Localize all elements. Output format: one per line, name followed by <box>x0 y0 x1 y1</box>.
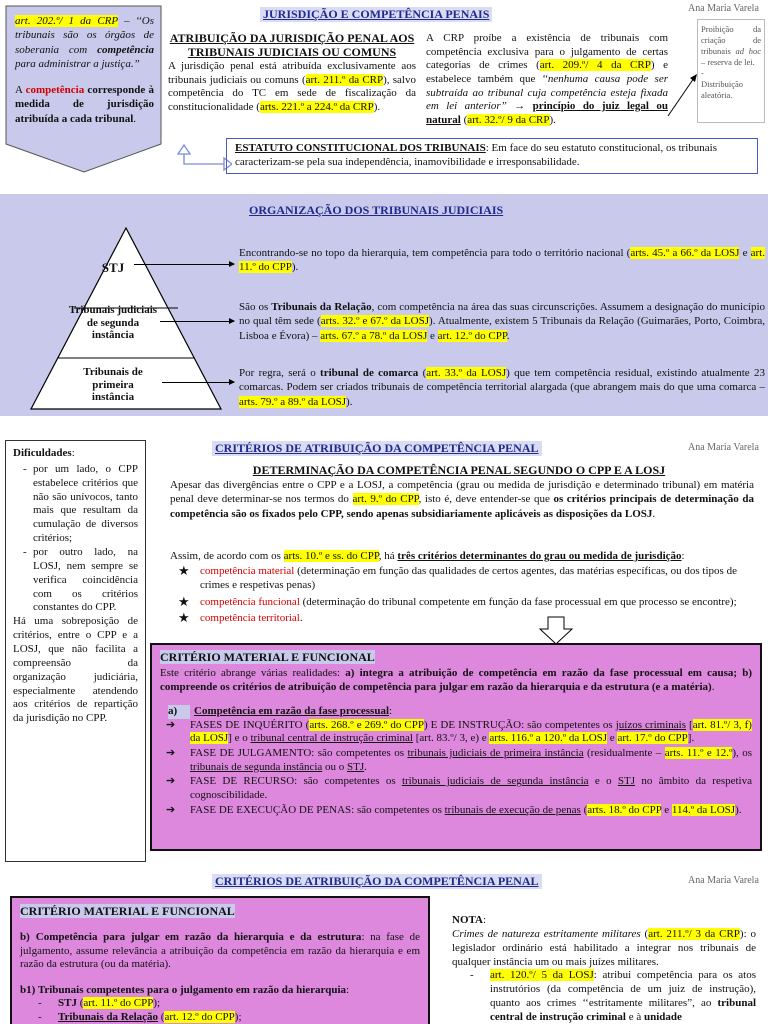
nota-block: NOTA: Crimes de natureza estritamente militares (art. 211.º/ 3 da CRP): o legislador ordinário está habilitado a integrar nos tribunais de qualquer instância um ou mais juízes militares. - art. 120.º/ 5 da LOSJ: atribui competência para os atos instrutórios (da competência de um juiz de instrução), quanto aos crimes ‘‘estritamente militares”, ao tribunal central de instrução criminal e à unidade <box>452 914 757 1024</box>
slide-criteria-continued <box>0 866 768 1024</box>
list-item: - art. 120.º/ 5 da LOSJ: atribui competência para os atos instrutórios (da competência de um juiz de instrução), quanto aos crimes ‘‘estritamente militares”, ao tribunal central de instrução criminal e à unidade <box>470 969 757 1024</box>
determination-text: Apesar das divergências entre o CPP e a LOSJ, a competência (grau ou medida de jurisdição e determinado tribunal) em matéria penal deve determinar-se nos termos do art. 9.º do CPP, isto é, deve entender-se que os critérios principais de determinação da competência são os fixados pelo CPP, sendo apenas subsidiariamente aplicáveis as disposições da LOSJ. <box>170 479 754 520</box>
determination-heading: DETERMINAÇÃO DA COMPETÊNCIA PENAL SEGUNDO O CPP E A LOSJ <box>252 463 666 477</box>
list-item: ★ competência material (determinação em função das qualidades de certos agentes, das matérias específicas, ou dos tipos de crimes e respetivas penas) <box>178 563 737 592</box>
comarca-description: Por regra, será o tribunal de comarca (art. 33.º da LOSJ) que tem competência residual, existindo atualmente 23 comarcas. Podem ser criados tribunais de competência territorial alargada (que abrangem mais do que uma comarca – arts. 79.º a 89.º da LOSJ). <box>239 367 765 408</box>
slide-title: CRITÉRIOS DE ATRIBUIÇÃO DA COMPETÊNCIA PENAL <box>212 441 542 456</box>
down-arrow-icon <box>538 616 574 646</box>
hierarchy-list <box>20 997 420 1024</box>
arrow-right-icon: ➔ <box>166 775 176 788</box>
criterion-intro: Este critério abrange várias realidades: a) integra a atribuição de competência em razão da fase processual em causa; b) compreende os critérios de atribuição de competência para julgar em razão da hierarquia e da estrutura (e a matéria). <box>160 666 752 693</box>
list-item: - por outro lado, na LOSJ, nem sempre se verifica coincidência com os critérios constantes do CPP. <box>23 546 138 614</box>
list-item: ➔ FASES DE INQUÉRITO (arts. 268.º e 269.º do CPP) E DE INSTRUÇÃO: são competentes os juízos criminais [art. 81.º/ 3, f) da LOSJ] e o tribunal central de instrução criminal [art. 83.º/ 3, e) e arts. 116.º a 120.º da LOSJ e art. 17.º do CPP]. <box>166 718 752 745</box>
slide-jurisdiction <box>0 0 768 184</box>
list-item: ★ competência territorial. <box>178 609 303 625</box>
star-icon: ★ <box>178 563 190 578</box>
attribution-text: A jurisdição penal está atribuída exclusivamente aos tribunais judiciais ou comuns (art. 211.º da CRP), salvo competência do TC em sede de fiscalização da constitucionalidade (arts. 221.º a 224.º da CRP). <box>168 60 416 113</box>
sub-criterion-heading: a) Competência em razão da fase processual: <box>168 705 393 718</box>
stj-description: Encontrando-se no topo da hierarquia, tem competência para todo o território nacional (arts. 45.º a 66.º da LOSJ e art. 11.º do CPP). <box>239 247 765 274</box>
arrow-comarca <box>162 382 234 383</box>
criterion-box-continued: CRITÉRIO MATERIAL E FUNCIONAL b) Competência para julgar em razão da hierarquia e da estrutura: na fase de julgamento, assume relevância a atribuição da competência em razão da hierarquia e em razão da estrutura (ou da matéria). b1) Tribunais competentes para o julgamento em razão da hierarquia: - STJ (art. 11.º do CPP); - Tribunais da Relação (art. 12.º do CPP); <box>10 896 430 1024</box>
hierarchy-heading: b1) Tribunais competentes para o julgamento em razão da hierarquia: <box>20 983 350 996</box>
attribution-heading: ATRIBUIÇÃO DA JURISDIÇÃO PENAL AOS TRIBUNAIS JUDICIAIS OU COMUNS <box>169 31 415 59</box>
slide-organization <box>0 194 768 416</box>
slide-criteria <box>0 432 768 866</box>
arrow-right-icon: ➔ <box>166 803 176 816</box>
statute-box: ESTATUTO CONSTITUCIONAL DOS TRIBUNAIS: Em face do seu estatuto constitucional, os tribunais caracterizam-se pela sua independência, inamovibilidade e irresponsabilidade. <box>226 138 758 174</box>
crp-prohibition-text: A CRP proíbe a existência de tribunais com competência exclusiva para o julgamento de certas categorias de crimes (art. 209.º/ 4 da CRP) e estabelece também que ‘‘nenhuma causa pode ser subtraída ao tribunal cuja competência esteja fixada em lei anterior” → princípio do juiz legal ou natural (art. 32.º/ 9 da CRP). <box>426 32 668 126</box>
pyramid-first-instance-label: Tribunais de primeira instância <box>83 366 143 404</box>
author-name: Ana Maria Varela <box>688 442 759 453</box>
list-item: - por um lado, o CPP estabelece critérios que não são unívocos, tanto mais que resultam da cumulação de diversos critérios; <box>23 462 138 545</box>
difficulties-list <box>13 463 138 615</box>
pyramid-stj-label: STJ <box>101 260 125 275</box>
ref-crp-202: art. 202.º/ 1 da CRP <box>15 15 118 27</box>
difficulties-box: Dificuldades: - por um lado, o CPP estabelece critérios que não são unívocos, tanto mais que resultam da cumulação de diversos critérios; - por outro lado, na LOSJ, nem sempre se verifica coincidência com os critérios constantes do CPP. Há uma sobreposição de critérios, entre o CPP e a LOSJ, que não facilita a compreensão da organização judiciária, especialmente atendendo aos critérios de repartição da jurisdição no CPP. <box>5 440 146 862</box>
list-item: - STJ (art. 11.º do CPP); <box>38 997 161 1010</box>
author-name: Ana Maria Varela <box>688 875 759 886</box>
arrow-right-icon: ➔ <box>166 718 176 731</box>
phase-list <box>160 719 752 817</box>
criterion-box <box>150 643 762 851</box>
star-icon: ★ <box>178 609 190 625</box>
side-note-arrow <box>666 72 700 120</box>
hierarchy-intro: b) Competência para julgar em razão da hierarquia e da estrutura: na fase de julgamento, assume relevância a atribuição da competência em razão da hierarquia e em razão da estrutura (ou da matéria). <box>20 930 420 971</box>
side-note-box: Proibição da criação de tribunais ad hoc – reserva de lei. - Distribuição aleatória. <box>697 19 765 123</box>
slide-title: CRITÉRIOS DE ATRIBUIÇÃO DA COMPETÊNCIA PENAL <box>212 874 542 889</box>
list-item: - Tribunais da Relação (art. 12.º do CPP); <box>38 1011 242 1023</box>
relacao-description: São os Tribunais da Relação, com competência na área das suas circunscrições. Assumem a designação do município no qual têm sede (arts. 32.º e 67.º da LOSJ). Atualmente, existem 5 Tribunais da Relação (Guimarães, Porto, Coimbra, Lisboa e Évora) – arts. 67.º a 78.º da LOSJ e art. 12.º do CPP. <box>239 301 766 342</box>
list-item: ➔ FASE DE JULGAMENTO: são competentes os tribunais judiciais de primeira instância (residualmente – arts. 11.º e 12.º), os tribunais de segunda instância ou o STJ. <box>166 747 752 773</box>
statute-connector-arrow <box>172 144 232 172</box>
slide-title: JURISDIÇÃO E COMPETÊNCIA PENAIS <box>260 7 492 22</box>
slide-title: ORGANIZAÇÃO DOS TRIBUNAIS JUDICIAIS <box>249 203 504 217</box>
criteria-list <box>170 564 754 627</box>
arrow-stj <box>134 264 234 265</box>
competence-definition: A competência corresponde à medida de jurisdição atribuída a cada tribunal. <box>15 84 154 125</box>
callout-text: art. 202.º/ 1 da CRP – ‘‘Os tribunais são os órgãos de soberania com competência para administrar a justiça.” A competência corresponde à medida de jurisdição atribuída a cada tribunal. <box>15 15 154 125</box>
pyramid-second-instance-label: Tribunais judiciais de segunda instância <box>68 304 158 342</box>
list-item: ★ competência funcional (determinação do tribunal competente em função da fase processual em que processo se encontre); <box>178 593 737 609</box>
star-icon: ★ <box>178 593 190 609</box>
list-item: ➔ FASE DE RECURSO: são competentes os tribunais judiciais de segunda instância e o STJ no âmbito da respetiva cognoscibilidade. <box>166 775 752 801</box>
criteria-intro: Assim, de acordo com os arts. 10.º e ss. do CPP, há três critérios determinantes do grau ou medida de jurisdição: <box>170 550 685 562</box>
nota-list <box>452 969 756 1024</box>
author-name: Ana Maria Varela <box>688 3 759 14</box>
list-item: ➔ FASE DE EXECUÇÃO DE PENAS: são competentes os tribunais de execução de penas (arts. 18.º do CPP e 114.º da LOSJ). <box>166 803 742 816</box>
arrow-right-icon: ➔ <box>166 747 176 759</box>
arrow-relacao <box>160 321 234 322</box>
criterion-title: CRITÉRIO MATERIAL E FUNCIONAL <box>160 650 375 664</box>
